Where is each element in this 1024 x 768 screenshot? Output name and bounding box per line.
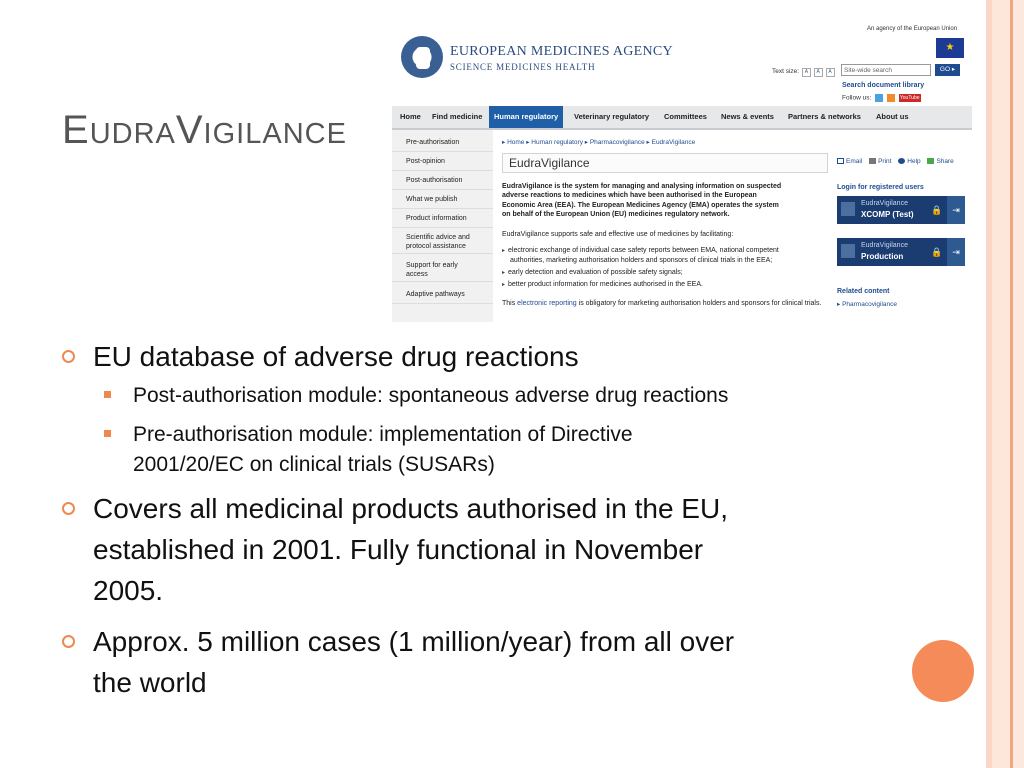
nav-find-medicine: Find medicine xyxy=(432,112,483,121)
button-line1: EudraVigilance xyxy=(861,242,908,249)
text-size-medium-button: A xyxy=(814,68,823,77)
decor-stripe xyxy=(1013,0,1024,768)
list-item xyxy=(502,256,772,265)
list-item: ▸ electronic exchange of individual case safety reports between EMA, national competent xyxy=(502,247,779,254)
eudravigilance-xcomp-button xyxy=(837,196,965,224)
sub-bullet-marker xyxy=(104,430,111,437)
sidebar-item-post-authorisation: Post-authorisation xyxy=(392,172,493,190)
enter-icon: ⇥ xyxy=(947,238,965,266)
bullet-text: 2005. xyxy=(93,575,164,606)
agency-note: An agency of the European Union xyxy=(867,26,958,32)
bullet-text: established in 2001. Fully functional in November xyxy=(93,534,704,565)
sub-bullet-text: Post-authorisation module: spontaneous adverse drug reactions xyxy=(133,384,729,407)
twitter-icon xyxy=(875,94,883,102)
ema-logo-tagline: SCIENCE MEDICINES HEALTH xyxy=(450,62,596,72)
ema-logo-name: EUROPEAN MEDICINES AGENCY xyxy=(450,44,673,59)
rss-icon xyxy=(887,94,895,102)
text-size-large-button: A xyxy=(826,68,835,77)
sidebar-item-adaptive-pathways: Adaptive pathways xyxy=(392,286,493,304)
ema-website-screenshot xyxy=(392,20,972,322)
sub-bullet-marker xyxy=(104,391,111,398)
bullet-text: Covers all medicinal products authorised in the EU, xyxy=(93,493,728,524)
intro-line: EudraVigilance is the system for managing and analysing information on suspected xyxy=(502,183,782,190)
sidebar-item-post-opinion: Post-opinion xyxy=(392,153,493,171)
email-link: Email xyxy=(846,158,863,165)
bullet-text: the world xyxy=(93,667,207,698)
share-link: Share xyxy=(936,158,954,165)
title-part: UDRA xyxy=(89,118,176,150)
reporting-note xyxy=(502,299,832,308)
electronic-reporting-link: electronic reporting xyxy=(517,300,577,307)
list-item-text: early detection and evaluation of possible safety signals; xyxy=(508,269,683,276)
intro-paragraph xyxy=(502,182,832,220)
bullet-text: Approx. 5 million cases (1 million/year) from all over xyxy=(93,626,735,657)
eudravigilance-production-button xyxy=(837,238,965,266)
lock-icon: 🔒 xyxy=(931,205,943,215)
sub-bullet-text: 2001/20/EC on clinical trials (SUSARs) xyxy=(133,453,495,476)
print-icon xyxy=(869,158,876,164)
follow-us-label: Follow us: xyxy=(842,94,872,102)
sidebar-item-what-we-publish: What we publish xyxy=(392,191,493,209)
text-size-small-button: A xyxy=(802,68,811,77)
page-tools xyxy=(832,158,954,165)
note-text: is obligatory for marketing authorisation holders and sponsors for clinical trials. xyxy=(576,300,822,307)
nav-news-events: News & events xyxy=(721,112,774,121)
lock-icon: 🔒 xyxy=(931,247,943,257)
sidebar-item-label: Support for early xyxy=(406,262,458,269)
youtube-icon: YouTube xyxy=(899,95,920,101)
button-line2: Production xyxy=(861,252,904,261)
sidebar-item-pre-authorisation: Pre-authorisation xyxy=(392,134,493,152)
bullet-ring-icon xyxy=(62,350,75,363)
related-content-heading: Related content xyxy=(837,288,890,295)
sidebar-item-label: access xyxy=(406,271,428,278)
button-line1: EudraVigilance xyxy=(861,200,908,207)
title-part: E xyxy=(62,108,90,152)
page-title: EudraVigilance xyxy=(502,153,828,173)
slide-title xyxy=(62,108,347,153)
bullet-ring-icon xyxy=(62,502,75,515)
ema-logo-icon xyxy=(401,36,443,78)
nav-human-regulatory: Human regulatory xyxy=(489,106,563,128)
search-document-library-link: Search document library xyxy=(842,82,925,89)
gear-icon xyxy=(841,202,855,216)
intro-line: Economic Area (EEA). The European Medicines Agency (EMA) operates the system xyxy=(502,201,779,209)
text-size-label: Text size: xyxy=(772,68,800,75)
nav-home: Home xyxy=(400,112,421,121)
title-part: IGILANCE xyxy=(203,118,347,150)
sidebar-item-scientific-advice xyxy=(392,230,493,254)
list-item-text: better product information for medicines authorised in the EEA. xyxy=(508,281,703,288)
site-search-input: Site-wide search xyxy=(841,64,931,76)
supports-paragraph: EudraVigilance supports safe and effective use of medicines by facilitating: xyxy=(502,231,734,238)
list-item: ▸ better product information for medicines authorised in the EEA. xyxy=(502,281,703,288)
sidebar xyxy=(392,130,493,322)
sidebar-item-label: Scientific advice and xyxy=(406,234,470,241)
sidebar-item-label: protocol assistance xyxy=(406,243,466,250)
eu-flag-icon: ★ xyxy=(936,38,964,58)
nav-committees: Committees xyxy=(664,112,707,121)
email-icon xyxy=(837,158,844,164)
nav-partners-networks: Partners & networks xyxy=(788,112,861,121)
decor-circle xyxy=(912,640,974,702)
help-link: Help xyxy=(907,158,921,165)
decor-stripe xyxy=(992,0,1010,768)
text-size-control xyxy=(772,68,835,77)
button-line2: XCOMP (Test) xyxy=(861,210,914,219)
follow-us xyxy=(842,94,921,102)
list-item-text: electronic exchange of individual case safety reports between EMA, national competent xyxy=(508,247,779,254)
pharmacovigilance-link: ▸ Pharmacovigilance xyxy=(837,301,897,308)
main-nav xyxy=(392,106,972,130)
title-part: V xyxy=(175,108,204,152)
print-link: Print xyxy=(878,158,892,165)
note-text: This xyxy=(502,300,518,307)
breadcrumb: ▸ Home ▸ Human regulatory ▸ Pharmacovigilance ▸ EudraVigilance xyxy=(502,139,696,146)
intro-line: adverse reactions to medicines which have been authorised in the European xyxy=(502,192,757,200)
go-button: GO ▸ xyxy=(935,64,960,76)
bullet-text: EU database of adverse drug reactions xyxy=(93,341,579,372)
help-icon xyxy=(898,158,905,164)
nav-about-us: About us xyxy=(876,112,909,121)
gear-icon xyxy=(841,244,855,258)
share-icon xyxy=(927,158,934,164)
nav-veterinary-regulatory: Veterinary regulatory xyxy=(574,112,650,121)
sidebar-item-support-early-access xyxy=(392,258,493,282)
list-item: ▸ early detection and evaluation of possible safety signals; xyxy=(502,269,683,276)
sub-bullet-text: Pre-authorisation module: implementation of Directive xyxy=(133,423,633,446)
intro-line: on behalf of the European Union (EU) medicines regulatory network. xyxy=(502,211,730,219)
sidebar-item-product-information: Product information xyxy=(392,210,493,228)
bullet-ring-icon xyxy=(62,635,75,648)
list-item-text: authorities, marketing authorisation holders and sponsors of clinical trials in the EEA; xyxy=(510,257,773,264)
login-heading: Login for registered users xyxy=(837,184,924,191)
enter-icon: ⇥ xyxy=(947,196,965,224)
